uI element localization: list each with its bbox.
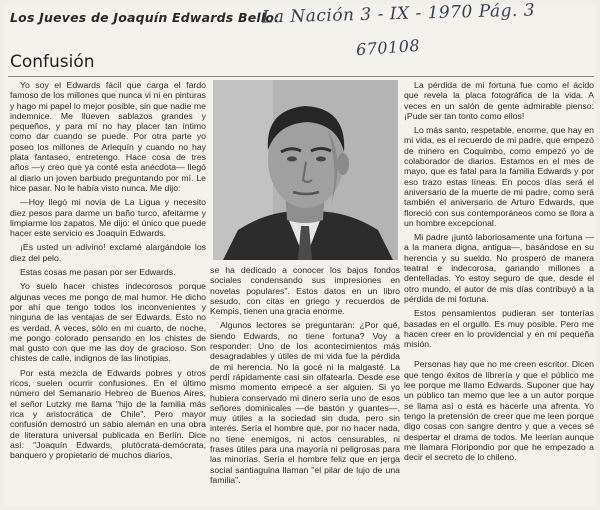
paragraph: Yo soy el Edwards fácil que carga el fardo famoso de los millones que nunca vi ni en pinturas y hago mi papel lo mejor posible, sin que nadie me indemnice. Me llueven sablazos grandes y pequeños, y para mí no hay placer tan íntimo como dar cuando se puede. Por otra parte yo poseo los millones de Arlequín y cuando no hay plata fantaseo, entretengo. Hace cosa de tres años —y creo que ya conté esta anécdota— llegó al diario un joven barbudo preguntando por mí. Le hice pasar. No le había visto nunca. Me dijo: <box>10 80 206 193</box>
paragraph: ¡Es usted un adivino! exclamé alargándole los diez del pelo. <box>10 242 206 263</box>
paragraph: Lo más santo, respetable, enorme, que hay en mi vida, es el recuerdo de mi padre, que empezó de minero en Coquimbo, como empezó yo de colaborador de diarios. Estamos en el mes de mayo, que es fatal para la familia Edwards y por eso trazo estas líneas. En pocos días será el aniversario de la muerte de mi padre, como será también el aniversario de Arturo Edwards, que floreció con sus contemporáneos como se llora a un hombre excepcional. <box>404 125 594 228</box>
article-column-3 <box>404 80 594 506</box>
handwritten-annotation: La Nación 3 - IX - 1970 Pág. 3 <box>261 0 536 28</box>
paragraph: Yo suelo hacer chistes indecorosos porque algunas veces me pongo de mal humor. He dicho por ahí que tengo todos los inconvenientes y ninguna de las ventajas de ser Edwards. Esto no es verdad. A veces, sólo en mi cuarto, de noche, me pongo colorado pensando en los chistes de mal gusto con que me las doy de gracioso. Son chistes de calle, indignos de las linotipias. <box>10 281 206 364</box>
paragraph: Estas cosas me pasan por ser Edwards. <box>20 267 176 278</box>
paragraph: Estos pensamientos pudieran ser tonterías basadas en el orgullo. Es muy posible. Pero me hacen creer en lo providencial y en mi pequeña misión. <box>404 308 594 350</box>
author-portrait-photo <box>213 80 398 260</box>
portrait-illustration <box>213 80 398 260</box>
paragraph: Mi padre ¡juntó laboriosamente una fortuna —a la manera digna, antigua—, basándose en su herencia y su sueldo. No prosperó de manera teatral e indecorosa, ganando millones a dentelladas. Yo estoy seguro de que, desde el otro mundo, el autor de mis días contribuyó a la pérdida de mi fortuna. <box>404 232 594 304</box>
article-column-1 <box>10 80 206 506</box>
paragraph: —Hoy llegó mi novia de La Ligua y necesito diez pesos para darme un baño turco, afeitarme y limpiarme los zapatos. Me dijo: el único que puede hacer este servicio es Joaquín Edwards. <box>10 197 206 239</box>
handwritten-archive-code: 670108 <box>355 35 421 60</box>
paragraph: La pérdida de mi fortuna fue como el ácido que revela la placa fotográfica de la vida. A veces en un salón de gente admirable pienso: ¡Pude ser tan tonto como ellos! <box>404 80 594 121</box>
article-title: Confusión <box>10 52 95 72</box>
paragraph: se ha dedicado a conocer los bajos fondos sociales condensando sus impresiones en novelas populares". Estos datos en un libro sesudo, con citas en griego y recuerdos de Kempis, tienen una gracia enorme. <box>210 265 400 317</box>
newspaper-clipping <box>4 0 596 506</box>
header-rule <box>8 76 594 77</box>
paragraph: Personas hay que no me creen escritor. Dicen que tengo éxitos de librería y que el público me lee porque me llamo Edwards. Suponer que hay un público tan memo que lee a un autor porque se llama así o está es hacerle una afrenta. Yo tengo la pretensión de creer que me leen porque digo cosas con sangre dentro y que a veces sé despertar el drama de todos. Me leerían aunque me llamara Floripondio por que he empezado a decir el secreto de lo chileno. <box>404 359 594 463</box>
paragraph: Algunos lectores se preguntarán: ¿Por qué, siendo Edwards, no tiene fortuna? Voy a responder: Uno de los acontecimientos más desagradables y útiles de mi vida fue la pérdida de mi herencia. No la gocé ni la malgasté. La perdí rápidamente casi sin olfatearla. Desde ese mismo momento empecé a ser alguien. Si yo hubiera conservado mi dinero sería uno de esos señores dominicales —de bastón y guantes—, muy útiles a la sociedad sin duda, pero sin interés. Sería el hombre que, por no hacer nada, no tiene enemigos, ni actos censurables, ni frases útiles para una mayoría ni peligrosas para las minorías. Sería el hombre feliz que en jerga social santiaguina llaman "el pilar de lujo de una familia". <box>210 320 400 485</box>
article-column-2 <box>210 265 400 506</box>
paragraph: Por esta mezcla de Edwards pobres y otros ricos, suelen ocurrir confusiones. En el último número del Semanario Hebreo de Buenos Aires, el señor Lutzky me llama "hijo de la familia más rica y aristocrática de Chile". Pero mayor confusión demostró un sabio alemán en una obra de literatura universal publicada en Berlín. Dice así: "Joaquín Edwards, plutócrata-demócrata, banquero y propietario de muchos diarios, <box>10 367 206 461</box>
column-series-title: Los Jueves de Joaquín Edwards Bello: <box>10 10 280 25</box>
